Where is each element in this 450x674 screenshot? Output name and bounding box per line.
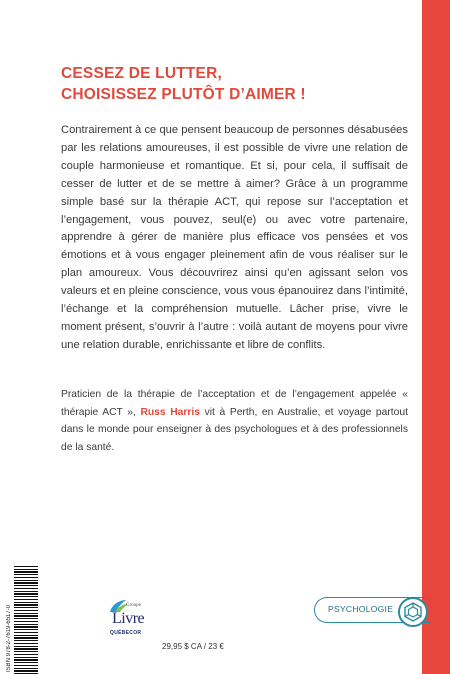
publisher-quebecor-text: QUÉBECOR: [110, 630, 142, 636]
hexagon-knot-icon: [398, 597, 428, 627]
book-blurb: Contrairement à ce que pensent beaucoup de personnes désabusées par les relations amoureuses, il est possible de vivre une relation de couple harmonieuse et romantique. Et si, pour cela, il suffisait de cesser de lutter et de se mettre à aimer? Grâce à un programme simple basé sur la thérapie ACT, qui repose sur l’acceptation et l’engagement, vous pouvez, seul(e) ou avec votre partenaire, apprendre à gérer de manière plus efficace vos pensées et vos émotions et à vous engager pleinement afin de vous réaliser sur le plan amoureux. Vous découvrirez ainsi qu’en agissant selon vos valeurs et en pleine conscience, vous vous épanouirez dans l’intimité, l’échange et la compréhension mutuelle. Lâcher prise, vivre le moment présent, s’ouvrir à l’autre : voilà autant de moyens pour vivre une relation durable, enrichissante et libre de conflits.: [61, 124, 408, 351]
bio-text-start: Praticien de la thérapie de l’acceptation et de l’engagement appelée « thérapie ACT »,: [61, 389, 408, 418]
price-label: 29,95 $ CA / 23 €: [162, 642, 224, 651]
author-name: Russ Harris: [140, 406, 200, 418]
barcode-bars: [14, 566, 38, 674]
publisher-groupe-text: Groupe: [126, 603, 141, 608]
bio-text-end: vit à Perth, en Australie, et voyage partout dans le monde pour enseigner à des psychologues et à des professionnels de la santé.: [61, 406, 408, 454]
headline-line-1: CESSEZ DE LUTTER,: [61, 65, 222, 82]
headline-line-2: CHOISISSEZ PLUTÔT D’AIMER !: [61, 86, 306, 103]
headline: [61, 63, 401, 105]
isbn-number: ISBN 978-2-7619-6517-0: [6, 604, 12, 672]
category-label: PSYCHOLOGIE: [328, 604, 394, 614]
author-bio: [61, 386, 408, 457]
right-color-band: [422, 0, 450, 674]
publisher-logo: [104, 598, 150, 658]
hexagon-knot-graphic: [400, 599, 426, 625]
publisher-livre-text: Livre: [112, 610, 145, 627]
